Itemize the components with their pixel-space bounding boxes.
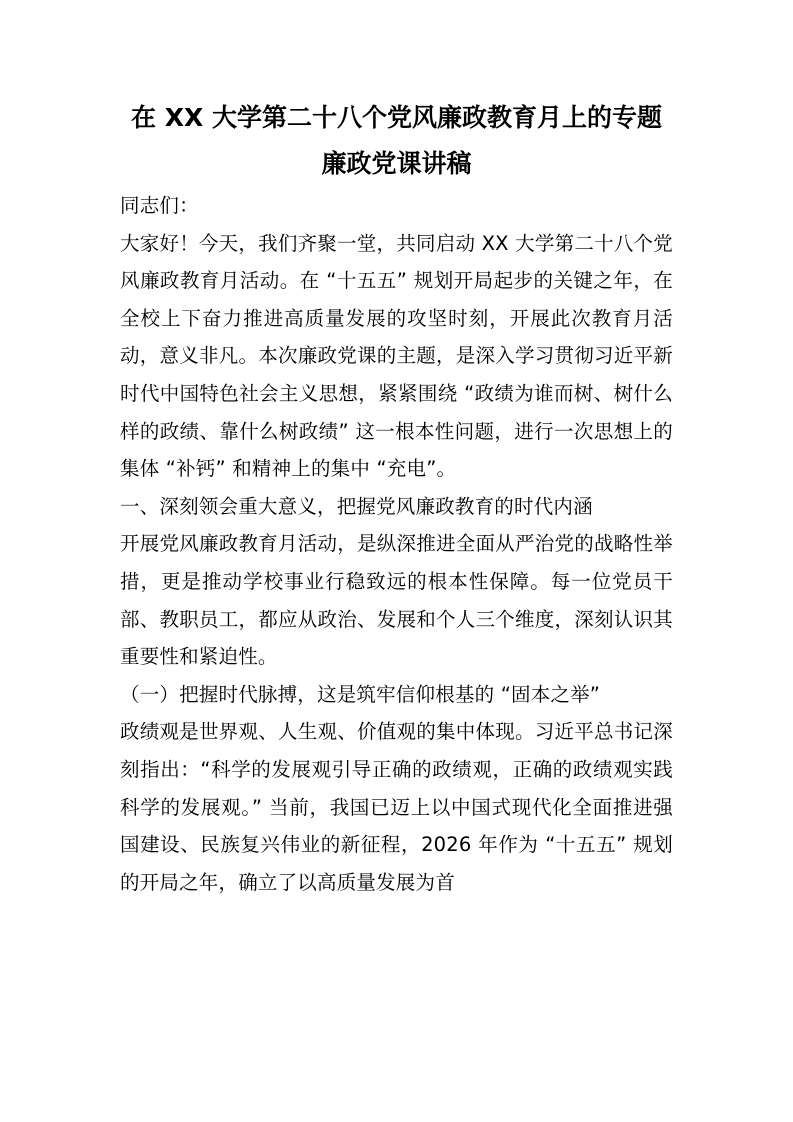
section-heading-1: 一、深刻领会重大意义，把握党风廉政教育的时代内涵 [120,494,593,518]
paragraph-subsection-1: 政绩观是世界观、人生观、价值观的集中体现。习近平总书记深刻指出：“科学的发展观引导正确的政绩观，正确的政绩观实践科学的发展观。” 当前，我国已迈上以中国式现代化全面推进强国建设、民族复兴伟业的新征程，2026 年作为 “十五五” 规划的开局之年，确立了以高质量发展为首 [120,720,673,894]
document-page [120,95,673,901]
paragraph-intro: 大家好！今天，我们齐聚一堂，共同启动 XX 大学第二十八个党风廉政教育月活动。在 “十五五” 规划开局起步的关键之年，在全校上下奋力推进高质量发展的攻坚时刻，开展此次教育月活动，意义非凡。本次廉政党课的主题，是深入学习贯彻习近平新时代中国特色社会主义思想，紧紧围绕 “政绩为谁而树、树什么样的政绩、靠什么树政绩” 这一根本性问题，进行一次思想上的集体 “补钙” 和精神上的集中 “充电”。 [120,231,673,481]
paragraph-section-1: 开展党风廉政教育月活动，是纵深推进全面从严治党的战略性举措，更是推动学校事业行稳致远的根本性保障。每一位党员干部、教职员工，都应从政治、发展和个人三个维度，深刻认识其重要性和紧迫性。 [120,532,673,669]
document-title: 在 XX 大学第二十八个党风廉政教育月上的专题廉政党课讲稿 [131,103,662,178]
subsection-heading-1: （一）把握时代脉搏，这是筑牢信仰根基的 “固本之举” [120,682,601,706]
document-body [120,187,673,901]
salutation: 同志们： [120,194,199,217]
